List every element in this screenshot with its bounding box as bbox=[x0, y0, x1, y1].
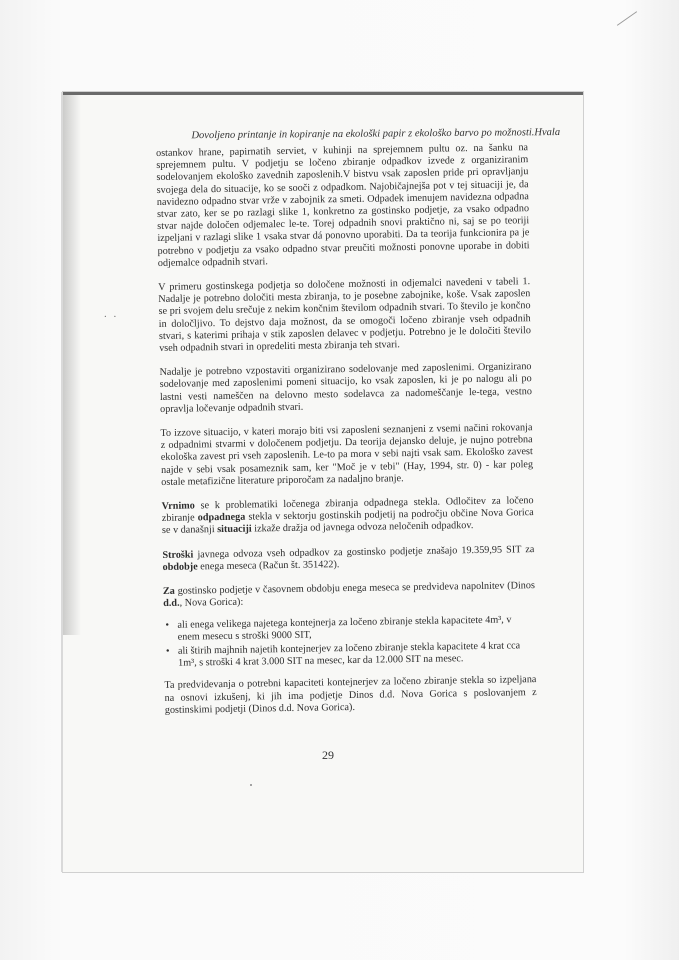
list-item-text: ali enega velikega najetega kontejnerja za ločeno zbiranje stekla kapacitete 4m³, v enem mesecu s stroški 9000 SIT, bbox=[177, 613, 512, 643]
paragraph-3: Nadalje je potrebno vzpostaviti organizirano sodelovanje med zaposlenimi. Organizirano sodelovanje med zaposlenimi pomeni situacijo, ko vsak zaposlen, ki je po nalogu ali po lastni vesti nameščen na delovno mesto sodelavca za nadomeščanje le-tega, vestno opravlja ločevanje odpadnih stvari. bbox=[159, 361, 532, 415]
paragraph-5-text: stekla v sektorju gostinskih podjetij na področju občine Nova Gorica se v današnji bbox=[161, 507, 534, 537]
bullet-icon: • bbox=[165, 619, 170, 631]
paragraph-5 bbox=[162, 495, 535, 537]
bold-word: odpadnega bbox=[197, 511, 246, 524]
bold-word: obdobje bbox=[162, 561, 198, 573]
bullet-icon: • bbox=[165, 645, 170, 657]
paragraph-5-text: se k problematiki ločenega zbiranja odpadnega stekla. Odločitev za ločeno zbiranje bbox=[161, 495, 534, 525]
paragraph-6 bbox=[162, 544, 534, 574]
margin-mark: . . bbox=[104, 308, 119, 320]
bold-word: d.d. bbox=[163, 597, 180, 610]
page-top-edge bbox=[63, 92, 583, 95]
document-body bbox=[156, 142, 537, 729]
paragraph-8: Ta predvidevanja o potrebni kapaciteti kontejnerjev za ločeno zbiranje stekla so izpeljana na osnovi izkušenj, ki jih ima podjetje Dinos d.d. Nova Gorica s poslovanjem z gostinskimi podjetji (Dinos d.d. Nova Gorica). bbox=[164, 674, 537, 716]
bold-lead: Za bbox=[162, 585, 175, 598]
paragraph-6-text: enega meseca (Račun št. 351422). bbox=[197, 559, 340, 573]
paragraph-2: V primeru gostinskega podjetja so določene možnosti in odjemalci navedeni v tabeli 1. Nadalje je potrebno določiti mesta zbiranja, to je posebne zabojnike, koše. Vsak zaposlen se pri svojem delu srečuje z nekim končnim številom odpadnih stvari. To število je končno in določljivo. To dejstvo daja možnost, da se omogoči ločeno zbiranje vseh odpadnih stvari, s katerimi prihaja v stik zaposlen delavec v podjetju. Potrebno je le določiti število vseh odpadnih stvari in opredeliti mesta zbiranja teh stvari. bbox=[158, 276, 531, 355]
paragraph-1: ostankov hrane, papirnatih serviet, v kuhinji na sprejemnem pultu oz. na šanku na sprejemnem pultu. V podjetju se ločeno zbiranje odpadkov izvede z organiziranim sodelovanjem ekološko zavednih zaposlenih.V bistvu vsak zaposlen pride pri opravljanju svojega dela do situacije, ko se sooči z odpadkom. Najobičajnejša pot v tej situaciji je, da navidezno odpadno stvar vrže v zabojnik za smeti. Odpadek imenujem navidezna odpadna stvar zato, ker se po razlagi slike 1, konkretno za gostinsko podjetje, za vsako odpadno stvar najde določen odjemalec le-te. Torej odpadnih snovi praktično ni, saj se po teoriji izpeljani v razlagi slike 1 vsaka stvar dá ponovno uporabiti. Da ta teorija funkcionira pa je potrebno v podjetju za vsako odpadno stvar preučiti možnosti ponovne uporabe in dobiti odjemalce odpadnih stvari. bbox=[156, 142, 530, 269]
paragraph-7-text: gostinsko podjetje v časovnem obdobju enega meseca se predvideva napolnitev (Dinos bbox=[174, 580, 536, 597]
bullet-list bbox=[163, 614, 536, 671]
list-item bbox=[164, 640, 536, 670]
bold-lead: Stroški bbox=[162, 549, 194, 561]
paragraph-7-text: , Nova Gorica): bbox=[179, 596, 244, 609]
scan-speck bbox=[250, 784, 252, 786]
bold-lead: Vrnimo bbox=[161, 500, 195, 513]
page-number: 29 bbox=[322, 748, 334, 762]
running-header: Dovoljeno printanje in kopiranje na ekološki papir z ekološko barvo po možnosti.Hvala bbox=[191, 127, 561, 142]
list-item bbox=[163, 614, 535, 644]
paragraph-5-text: izkaže dražja od javnega odvoza neločenih odpadkov. bbox=[251, 520, 474, 536]
paragraph-7 bbox=[163, 580, 535, 610]
page-binding-shadow bbox=[63, 95, 81, 635]
list-item-text: ali štirih majhnih najetih kontejnerjev za ločeno zbiranje stekla kapacitete 4 krat cca 1m³, s stroški 4 krat 3.000 SIT na mesec, kar da 12.000 SIT na mesec. bbox=[177, 640, 521, 669]
bold-word: situaciji bbox=[217, 524, 252, 536]
paragraph-6-text: javnega odvoza vseh odpadkov za gostinsko podjetje znašajo 19.359,95 SIT za bbox=[193, 543, 535, 561]
paragraph-4: To izzove situacijo, v kateri morajo biti vsi zaposleni seznanjeni z vsemi načini rokovanja z odpadnimi stvarmi v določenem podjetju. Da teorija dejansko deluje, je nujno potrebna ekološka zavest pri vseh zaposlenih. Le-to pa mora v sebi najti vsak sam. Ekološko zavest najde v sebi vsak posameznik sam, ker "Moč je v tebi" (Hay, 1994, str. 0) - kar poleg ostale metafizične literature priporočam za nadaljno branje. bbox=[160, 422, 534, 488]
